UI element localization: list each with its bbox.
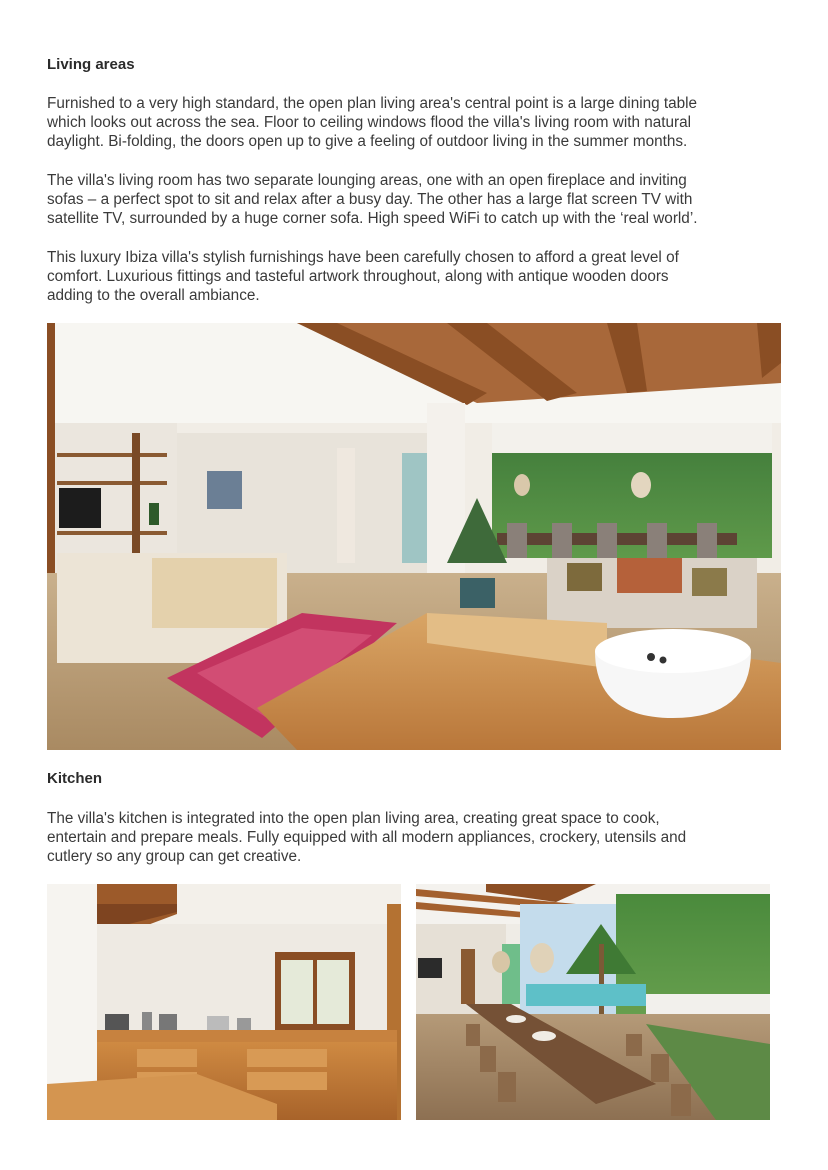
text-line: The villa's kitchen is integrated into the open plan living area, creating great space to cook,	[47, 810, 660, 827]
text-line: sofas – a perfect spot to sit and relax after a busy day. The other has a large flat screen TV with	[47, 191, 693, 208]
kitchen-heading: Kitchen	[47, 770, 103, 787]
text-line: adding to the overall ambiance.	[47, 287, 260, 304]
text-line: comfort. Luxurious fittings and tasteful artwork throughout, along with antique wooden doors	[47, 268, 669, 285]
text-line: which looks out across the sea. Floor to ceiling windows flood the villa's living room with natural	[47, 114, 691, 131]
living-paragraph-2	[47, 171, 787, 228]
text-line: The villa's living room has two separate lounging areas, one with an open fireplace and inviting	[47, 172, 687, 189]
text-line: This luxury Ibiza villa's stylish furnishings have been carefully chosen to afford a great level of	[47, 249, 679, 266]
kitchen-paragraph	[47, 809, 787, 866]
living-paragraph-3	[47, 248, 787, 305]
text-line: satellite TV, surrounded by a huge corner sofa. High speed WiFi to catch up with the ‘real world’.	[47, 210, 698, 227]
living-areas-heading: Living areas	[47, 56, 135, 73]
living-room-photo	[47, 323, 781, 750]
text-line: cutlery so any group can get creative.	[47, 848, 302, 865]
living-paragraph-1	[47, 94, 787, 151]
text-line: daylight. Bi-folding, the doors open up to give a feeling of outdoor living in the summer months.	[47, 133, 688, 150]
kitchen-photo	[47, 884, 401, 1120]
text-line: entertain and prepare meals. Fully equipped with all modern appliances, crockery, utensils and	[47, 829, 687, 846]
text-line: Furnished to a very high standard, the open plan living area's central point is a large dining table	[47, 95, 698, 112]
dining-terrace-photo	[416, 884, 770, 1120]
